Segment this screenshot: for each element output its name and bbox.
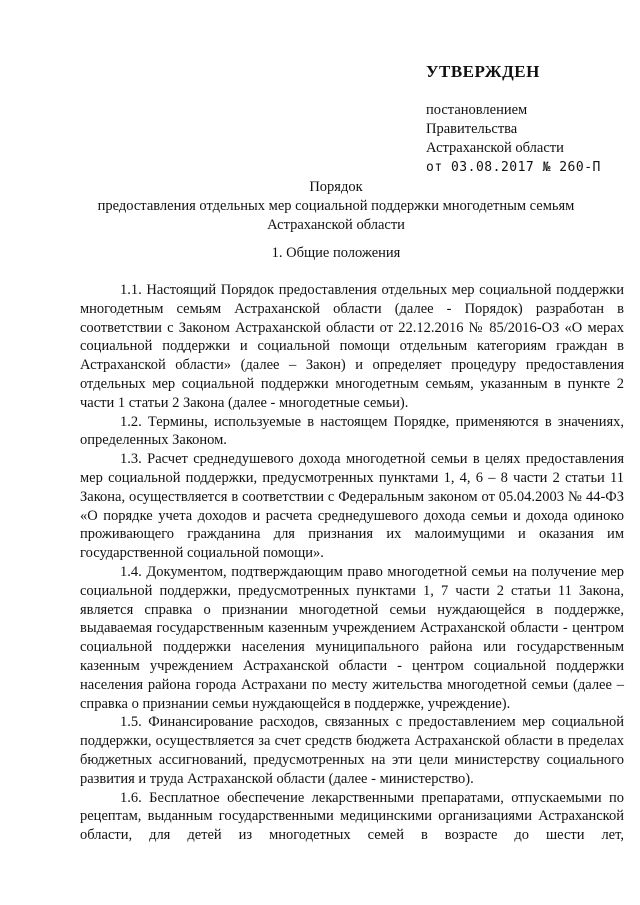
section-title: 1. Общие положения bbox=[271, 245, 401, 261]
approval-stamp bbox=[426, 62, 626, 177]
paragraph: 1.6. Бесплатное обеспечение лекарственными препаратами, отпускаемыми по рецептам, выданным государственными медицинскими организациями Астраханской области, для детей из многодетных семей в возрасте до шести лет, bbox=[80, 789, 624, 844]
approval-title: УТВЕРЖДЕН bbox=[426, 62, 540, 81]
paragraph: 1.5. Финансирование расходов, связанных с предоставлением мер социальной поддержки, осуществляется за счет средств бюджета Астраханской области в пределах бюджетных ассигнований, предусмотренных на эти цели министерству социального развития и труда Астраханской области (далее - министерство). bbox=[80, 714, 624, 787]
approval-line: Правительства bbox=[426, 121, 518, 137]
paragraph: 1.1. Настоящий Порядок предоставления отдельных мер социальной поддержки многодетным семьям Астраханской области (далее - Порядок) разработан в соответствии с Законом Астраханской области от 22.12.2016 № 85/2016-ОЗ «О мерах социальной поддержки и социальной помощи отдельным категориям граждан в Астраханской области» (далее – Закон) и определяет процедуру предоставления отдельных мер социальной поддержки многодетным семьям, указанным в пункте 2 части 1 статьи 2 Закона (далее - многодетные семьи). bbox=[80, 282, 624, 411]
approval-line: Астраханской области bbox=[426, 140, 564, 156]
document-title-line: Астраханской области bbox=[267, 217, 405, 233]
paragraph: 1.3. Расчет среднедушевого дохода многодетной семьи в целях предоставления мер социальной поддержки, предусмотренных пунктами 1, 4, 6 – 8 части 2 статьи 11 Закона, осуществляется в соответствии с Федеральным законом от 05.04.2003 № 44-ФЗ «О порядке учета доходов и расчета среднедушевого дохода семьи и дохода одиноко проживающего гражданина для признания их малоимущими и оказания им государственной социальной помощи». bbox=[80, 451, 624, 562]
approval-line: постановлением bbox=[426, 102, 528, 118]
approval-date-number: от 03.08.2017 № 260-П bbox=[426, 160, 601, 175]
document-body bbox=[80, 281, 624, 845]
paragraph: 1.2. Термины, используемые в настоящем Порядке, применяются в значениях, определенных Законом. bbox=[80, 413, 624, 449]
document-title bbox=[80, 178, 592, 235]
document-title-line: предоставления отдельных мер социальной поддержки многодетным семьям bbox=[97, 198, 575, 214]
document-title-line: Порядок bbox=[309, 179, 363, 195]
paragraph: 1.4. Документом, подтверждающим право многодетной семьи на получение мер социальной поддержки, предусмотренных пунктами 1, 7 части 2 статьи 11 Закона, является справка о признании многодетной семьи нуждающейся в поддержке, выдаваемая государственным казенным учреждением Астраханской области - центром социальной поддержки населения муниципального района или государственным казенным учреждением Астраханской области - центром социальной поддержки населения района города Астрахани по месту жительства многодетной семьи (далее – справка о признании семьи нуждающейся в поддержке, учреждение). bbox=[80, 563, 624, 712]
